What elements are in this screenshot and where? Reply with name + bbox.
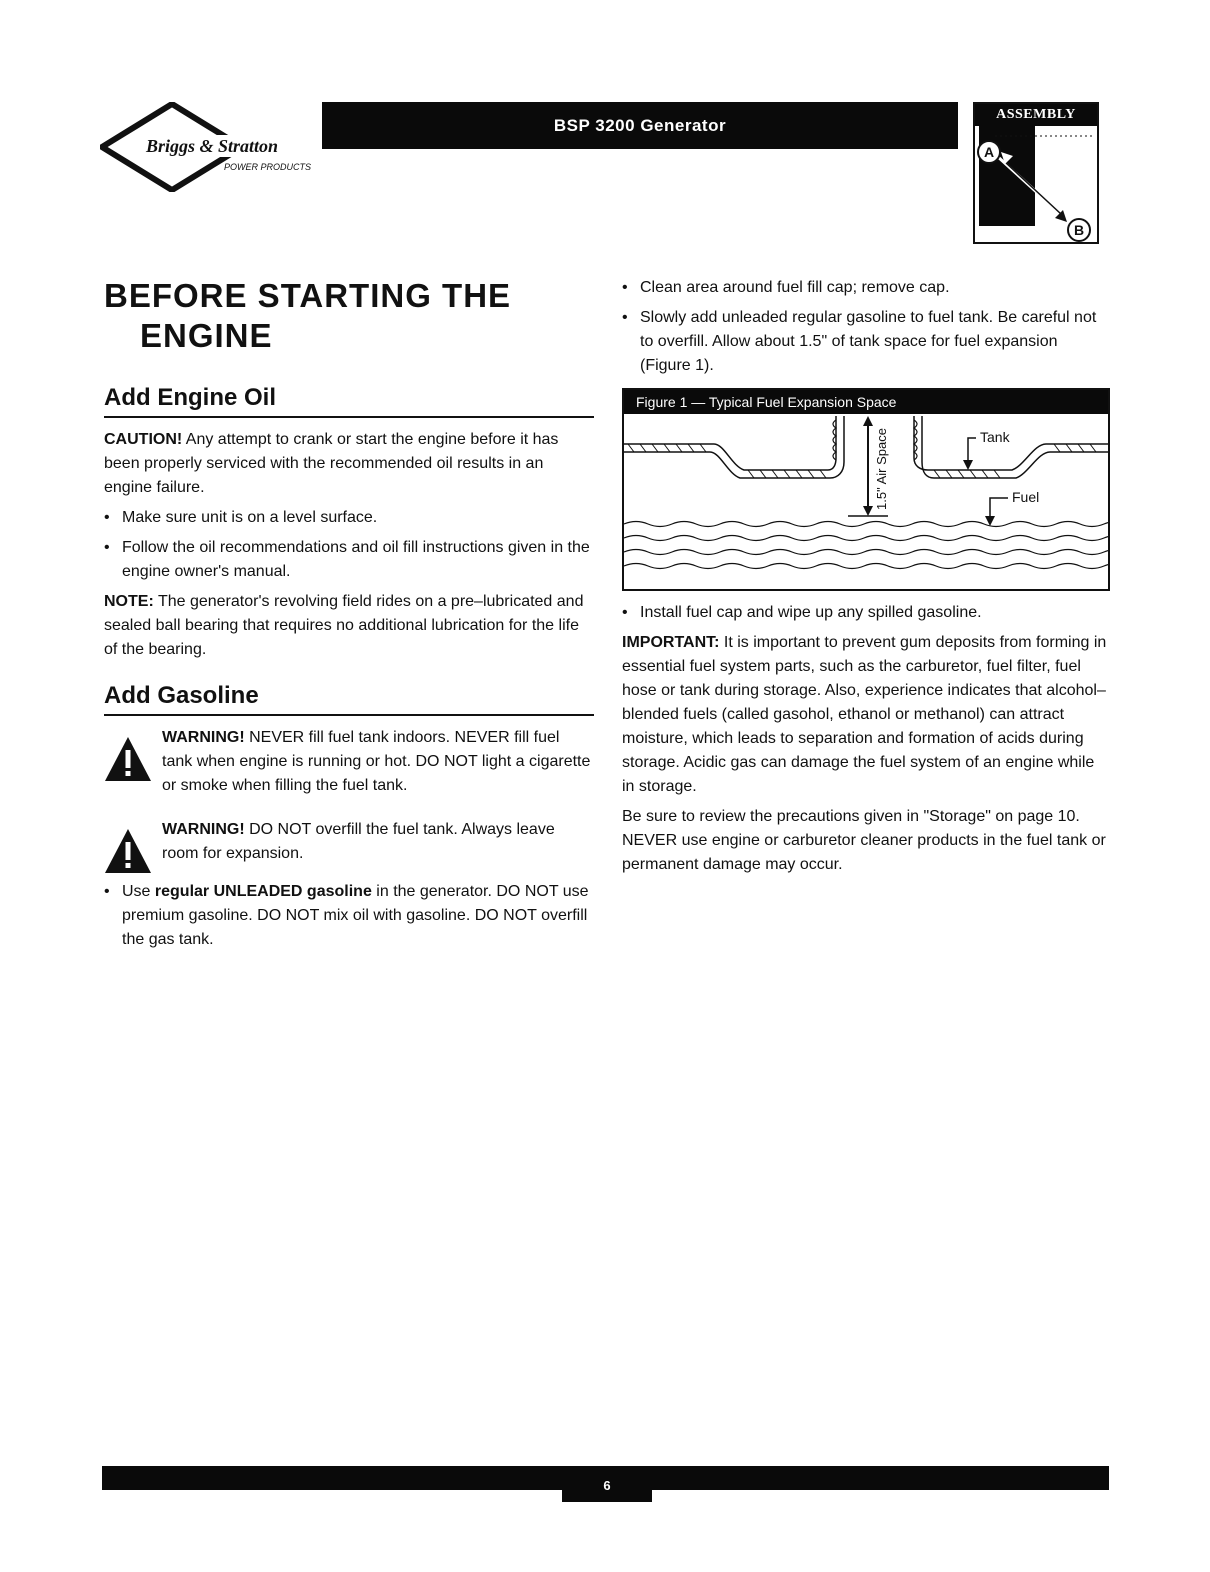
warning-block-1 — [104, 726, 594, 798]
list-item: • Make sure unit is on a level surface. — [104, 509, 378, 526]
section-tab — [973, 102, 1099, 244]
warning-triangle-icon — [104, 828, 152, 874]
warning2-label: WARNING! — [162, 821, 245, 838]
oil-bullet-1: Make sure unit is on a level surface. — [122, 509, 378, 526]
assembly-icon — [975, 126, 1097, 242]
warning-block-2 — [104, 818, 594, 866]
gas-bullet-post: in the generator. DO NOT use premium gasoline. DO NOT mix oil with gasoline. DO NOT overfill the gas tank. — [122, 883, 589, 948]
heading-add-engine-oil: Add Engine Oil — [104, 384, 594, 418]
page-number: 6 — [562, 1466, 652, 1502]
header-title: BSP 3200 Generator — [553, 115, 727, 135]
fuel-bullet-3: Install fuel cap and wipe up any spilled gasoline. — [640, 604, 982, 621]
brand-logo — [100, 102, 325, 192]
list-item: • Follow the oil recommendations and oil fill instructions given in the engine owner's manual. — [104, 539, 590, 580]
note-label: NOTE: — [104, 593, 154, 610]
brand-name: Briggs & Stratton — [146, 136, 279, 156]
note-text: The generator's revolving field rides on a pre–lubricated and sealed ball bearing that requires no additional lubrication for the life of the bearing. — [104, 593, 584, 658]
note-paragraph — [104, 590, 594, 662]
tab-letter-a: A — [983, 144, 995, 160]
heading-add-gasoline: Add Gasoline — [104, 682, 594, 716]
fuel-tank-diagram — [624, 414, 1108, 584]
tab-letter-b: B — [1073, 222, 1085, 238]
page-title-line1: BEFORE STARTING THE — [104, 277, 512, 314]
fuel-bullet-2: Slowly add unleaded regular gasoline to fuel tank. Be careful not to overfill. Allow about 1.5" of tank space for fuel expansion (Figure 1). — [640, 309, 1097, 374]
warning1-text: NEVER fill fuel tank indoors. NEVER fill fuel tank when engine is running or hot. DO NOT light a cigarette or smoke when filling the fuel tank. — [162, 729, 591, 794]
caution-text: Any attempt to crank or start the engine before it has been properly serviced with the recommended oil results in an engine failure. — [104, 431, 559, 496]
oil-bullet-2: Follow the oil recommendations and oil fill instructions given in the engine owner's manual. — [122, 539, 590, 580]
list-item: • Slowly add unleaded regular gasoline to fuel tank. Be careful not to overfill. Allow about 1.5" of tank space for fuel expansion (Figure 1). — [622, 309, 1097, 374]
tank-label: Tank — [980, 429, 1010, 445]
section-tab-label: ASSEMBLY — [975, 104, 1097, 126]
left-column — [104, 276, 594, 952]
figure-caption: Figure 1 — Typical Fuel Expansion Space — [624, 390, 1108, 414]
brand-sub: POWER PRODUCTS — [224, 162, 312, 172]
header-title-bar — [322, 102, 958, 149]
list-item: • Install fuel cap and wipe up any spilled gasoline. — [622, 604, 982, 621]
list-item: • Clean area around fuel fill cap; remove cap. — [622, 279, 950, 296]
warning1-label: WARNING! — [162, 729, 245, 746]
important-label: IMPORTANT: — [622, 634, 720, 651]
warning2-text: DO NOT overfill the fuel tank. Always leave room for expansion. — [162, 821, 555, 862]
warning-triangle-icon — [104, 736, 152, 782]
caution-label: CAUTION! — [104, 431, 183, 448]
fuel-bullet-1: Clean area around fuel fill cap; remove cap. — [640, 279, 950, 296]
gas-bullet-pre: Use — [122, 883, 155, 900]
list-item: • Use regular UNLEADED gasoline in the generator. DO NOT use premium gasoline. DO NOT mix oil with gasoline. DO NOT overfill the gas tank. — [104, 883, 589, 948]
caution-paragraph — [104, 428, 594, 500]
gas-bullet-bold: regular UNLEADED gasoline — [154, 883, 372, 900]
important-paragraph — [622, 631, 1108, 799]
figure-fuel-expansion — [622, 388, 1110, 591]
air-space-label: 1.5" Air Space — [874, 428, 889, 510]
storage-paragraph: Be sure to review the precautions given in "Storage" on page 10. NEVER use engine or carburetor cleaner products in the fuel tank or permanent damage may occur. — [622, 808, 1106, 873]
important-text: It is important to prevent gum deposits from forming in essential fuel system parts, such as the carburetor, fuel filter, fuel hose or tank during storage. Also, experience indicates that alcohol–blended fuels (called gasohol, ethanol or methanol) can attract moisture, which leads to separation and formation of acids during storage. Acidic gas can damage the fuel system of an engine while in storage. — [622, 634, 1107, 795]
page-title — [104, 276, 594, 356]
right-column — [622, 276, 1108, 877]
fuel-label: Fuel — [1012, 489, 1040, 505]
page-title-line2: ENGINE — [140, 317, 273, 354]
